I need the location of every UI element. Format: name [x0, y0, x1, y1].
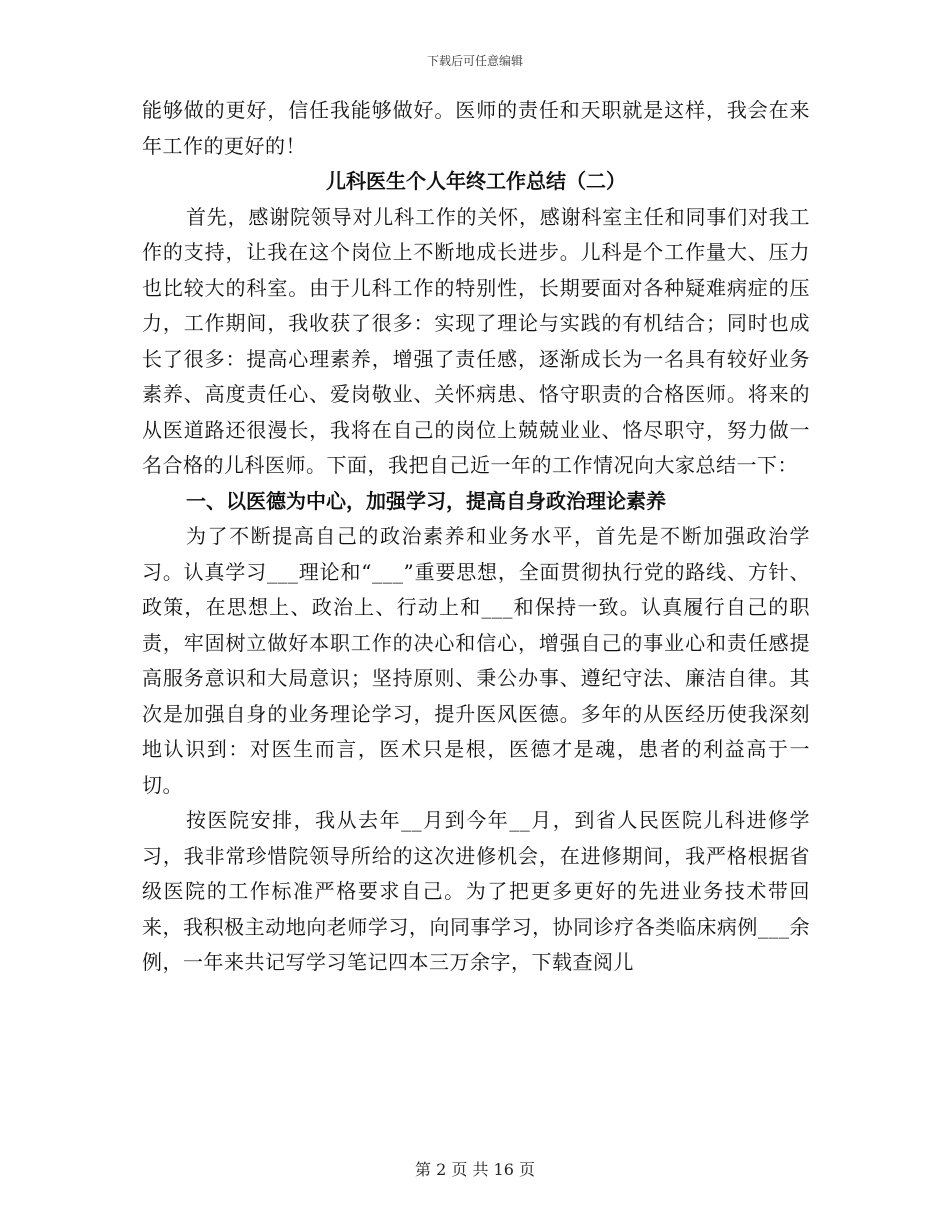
page-number: 第 2 页 共 16 页	[415, 1160, 535, 1179]
section-heading: 一、以医德为中心，加强学习，提高自身政治理论素养	[186, 488, 666, 513]
page-header: 下载后可任意编辑	[426, 54, 523, 68]
section-paragraph-1: 为了不断提高自己的政治素养和业务水平，首先是不断加强政治学习。认真学习___理论和“___”重要思想，全面贯彻执行党的路线、方针、政策，在思想上、政治上、行动上和___和保持一致。认真履行自己的职责，牢固树立做好本职工作的决心和信心，增强自己的事业心和责任感提高服务意识和大局意识；坚持原则、秉公办事、遵纪守法、廉洁自律。其次是加强自身的业务理论学习，提升医风医德。多年的从医经历使我深刻地认识到：对医生而言，医术只是根，医德才是魂，患者的利益高于一切。	[142, 524, 810, 797]
intro-paragraph: 首先，感谢院领导对儿科工作的关怀，感谢科室主任和同事们对我工作的支持，让我在这个岗位上不断地成长进步。儿科是个工作量大、压力也比较大的科室。由于儿科工作的特别性，长期要面对各种疑难病症的压力，工作期间，我收获了很多：实现了理论与实践的有机结合；同时也成长了很多：提高心理素养，增强了责任感，逐渐成长为一名具有较好业务素养、高度责任心、爱岗敬业、关怀病患、恪守职责的合格医师。将来的从医道路还很漫长，我将在自己的岗位上兢兢业业、恪尽职守，努力做一名合格的儿科医师。下面，我把自己近一年的工作情况向大家总结一下：	[142, 204, 810, 477]
section-paragraph-2: 按医院安排，我从去年__月到今年__月，到省人民医院儿科进修学习，我非常珍惜院领导所给的这次进修机会，在进修期间，我严格根据省级医院的工作标准严格要求自己。为了把更多更好的先进业务技术带回来，我积极主动地向老师学习，向同事学习，协同诊疗各类临床病例___余例，一年来共记写学习笔记四本三万余字，下载查阅儿	[142, 808, 810, 974]
continuation-paragraph: 能够做的更好，信任我能够做好。医师的责任和天职就是这样，我会在来年工作的更好的！	[142, 98, 810, 158]
document-title: 儿科医生个人年终工作总结（二）	[326, 169, 626, 193]
document-body	[142, 93, 810, 981]
